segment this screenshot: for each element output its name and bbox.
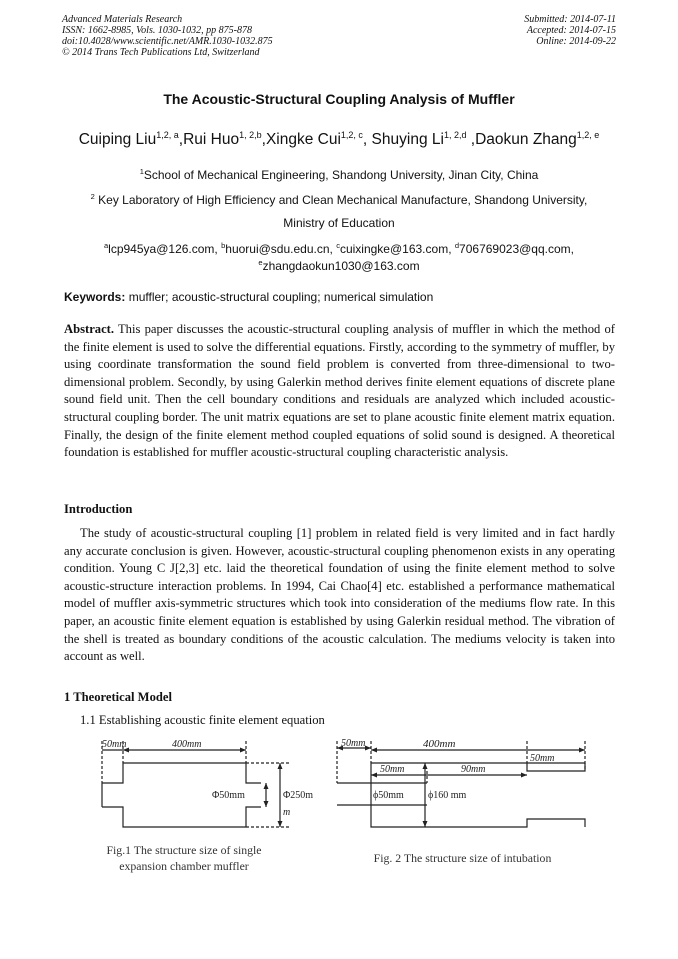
author-name: Shuying Li [371, 131, 444, 149]
arrow [264, 783, 269, 789]
copyright: © 2014 Trans Tech Publications Ltd, Switzerland [62, 47, 260, 58]
keywords-text: muffler; acoustic-structural coupling; numerical simulation [128, 290, 434, 304]
journal-name: Advanced Materials Research [62, 14, 183, 25]
issn: ISSN: 1662-8985, Vols. 1030-1032, pp 875-878 [62, 25, 252, 36]
dim-inner-right: 90mm [461, 764, 486, 775]
affiliation-sup: 2 [90, 192, 95, 201]
submitted-date: Submitted: 2014-07-11 [524, 14, 616, 25]
arrow [423, 821, 428, 827]
dim-pipe-dia: ϕ50mm [373, 790, 404, 801]
doi: doi:10.4028/www.scientific.net/AMR.1030-1032.875 [62, 36, 273, 47]
dim-pipe-dia: Φ50mm [212, 790, 245, 801]
dim-left: 50mm [341, 738, 366, 749]
affiliation-2 [0, 192, 678, 207]
keywords-label: Keywords: [64, 290, 126, 304]
author-sup: 1,2, a [156, 130, 179, 140]
introduction-text: The study of acoustic-structural coupling [1] problem in related field is very limited and in fact hardly any accurate conclusion is given. However, acoustic-structural coupling phenomenon exists in any operating condition. Young C J[2,3] etc. laid the theoretical foundation of using the finite element method to solve acoustic-structure interaction problems. In 1994, Cai Chao[4] etc. established a performance mathematical model of muffler axis-symmetric structures which took into consideration of the mediums flow rate. In this paper, an acoustic finite element equation is established by using Galerkin residual method. The vibration of the shell is treated as boundary conditions of the acoustic calculation. The mediums velocity is taken into account as well. [64, 526, 615, 664]
author-name: Xingke Cui [265, 131, 341, 149]
figure-1-caption-line-1: Fig.1 The structure size of single [106, 843, 262, 857]
dim-chamber-dia: ϕ160 mm [428, 790, 467, 801]
online-date: Online: 2014-09-22 [536, 36, 616, 47]
abstract [64, 321, 615, 462]
arrow [365, 746, 371, 751]
email-sup: a [104, 241, 109, 250]
affiliation-sup: 1 [139, 167, 144, 176]
figure-1-diagram [94, 735, 324, 835]
journal-header [62, 14, 273, 58]
arrow [264, 801, 269, 807]
arrow [371, 773, 377, 778]
dim-length: 400mm [172, 739, 202, 750]
affiliation-2-cont: Ministry of Education [283, 216, 395, 230]
email-line-1 [0, 241, 678, 256]
abstract-text: This paper discusses the acoustic-structural coupling analysis of muffler in which the method of the finite element is used to solve the differential equations. Firstly, according to the symmetry of muffler, by using coordinate transformation the sound field problem is converted from three-dimensional to two-dimensional problem. Secondly, by using Galerkin method derives finite element equations of discrete plane sound field unit. Then the cell boundary conditions and residuals are analyzed which included acoustic-structural coupling border. The unit matrix equations are set to plane acoustic finite element matrix equation. Finally, the design of the finite element method coupled equations of solid sound is designed. A theoretical foundation is established for muffler acoustic-structural coupling characteristic analysis. [64, 322, 615, 460]
keywords [64, 289, 615, 307]
dim-length: 400mm [423, 738, 456, 750]
arrow [278, 763, 283, 769]
email-sup: b [221, 241, 226, 250]
affiliation-text: School of Mechanical Engineering, Shandong University, Jinan City, China [143, 168, 539, 182]
arrow [521, 773, 527, 778]
author-sup: 1, 2,d [443, 130, 467, 140]
dim-inlet: 50mm [102, 739, 127, 750]
abstract-label: Abstract. [64, 322, 115, 336]
author-name: Daokun Zhang [475, 131, 577, 149]
author-name: Rui Huo [183, 131, 240, 149]
figure-2-caption: Fig. 2 The structure size of intubation [373, 851, 552, 865]
figure-1-caption-line-2: expansion chamber muffler [119, 859, 249, 873]
author-sup: 1,2, c [340, 130, 363, 140]
dim-chamber-dia: Φ250m [283, 790, 314, 801]
dim-chamber-dia-unit: m [283, 807, 291, 818]
email-sup: e [258, 258, 263, 267]
accepted-date: Accepted: 2014-07-15 [526, 25, 616, 36]
email-c: cuixingke@163.com, [339, 242, 452, 256]
email-b: huorui@sdu.edu.cn, [225, 242, 333, 256]
email-sup: d [454, 241, 460, 250]
dates-header [524, 14, 616, 47]
arrow [423, 763, 428, 769]
email-e: zhangdaokun1030@163.com [262, 259, 420, 273]
affiliation-text: Key Laboratory of High Efficiency and Clean Mechanical Manufacture, Shandong University, [98, 193, 588, 207]
arrow [371, 748, 377, 753]
introduction-heading: Introduction [64, 502, 133, 516]
section-1-1-heading: 1.1 Establishing acoustic finite element equation [80, 713, 325, 727]
paper-title: The Acoustic-Structural Coupling Analysis of Muffler [163, 91, 515, 107]
arrow [240, 748, 246, 753]
email-d: 706769023@qq.com, [459, 242, 574, 256]
dim-inner-left: 50mm [380, 764, 405, 775]
author-sup: 1, 2,b [239, 130, 262, 140]
arrow [278, 821, 283, 827]
email-line-2 [0, 258, 678, 273]
author-sup: 1,2, e [576, 130, 600, 140]
author-name: Cuiping Liu [78, 131, 157, 149]
arrow [579, 748, 585, 753]
figure-2-diagram [335, 735, 615, 835]
section-1-heading: 1 Theoretical Model [64, 690, 172, 704]
author-list: Cuiping Liu$^{1,2, a}$,Rui Huo$^{1, 2,b}$,Xingke Cui$^{1,2, c}$, Shuying Li$^{1, 2,d}$ ,Daokun Zhang$^{1,2, e}$ [78, 130, 600, 149]
email-a: lcp945ya@126.com, [108, 242, 218, 256]
affiliation-1 [0, 167, 678, 182]
dim-right: 50mm [530, 753, 555, 764]
figure-1-caption [94, 842, 274, 874]
email-sup: c [336, 241, 340, 250]
